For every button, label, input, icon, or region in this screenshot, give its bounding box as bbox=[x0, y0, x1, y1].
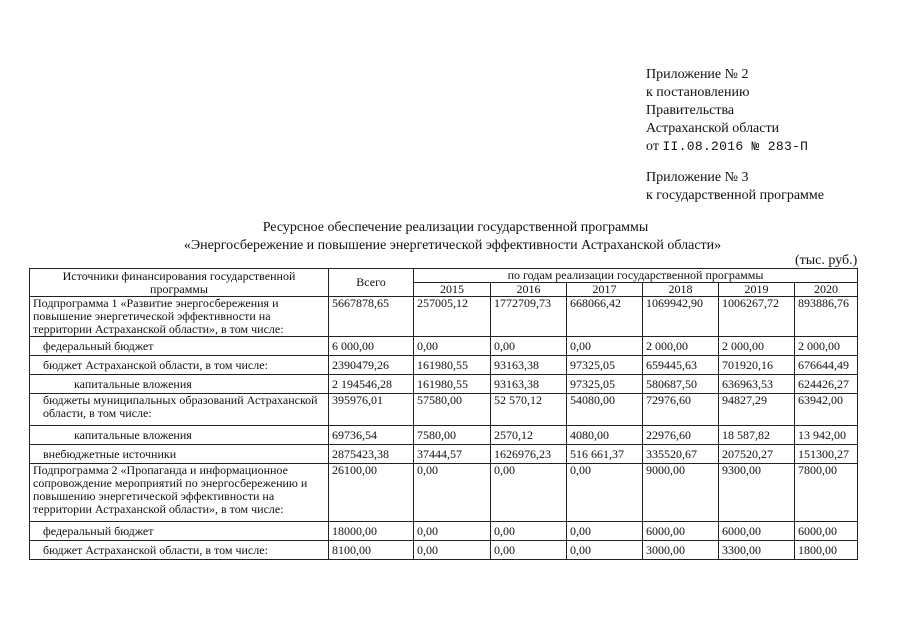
cell-year-2016: 0,00 bbox=[491, 464, 567, 522]
cell-year-2016: 1772709,73 bbox=[491, 297, 567, 337]
cell-year-2018: 9000,00 bbox=[643, 464, 719, 522]
cell-year-2017: 0,00 bbox=[567, 541, 643, 560]
cell-year-2020: 151300,27 bbox=[795, 445, 858, 464]
cell-year-2015: 0,00 bbox=[414, 337, 491, 356]
cell-total: 2875423,38 bbox=[329, 445, 414, 464]
cell-year-2017: 0,00 bbox=[567, 337, 643, 356]
row-label: бюджет Астраханской области, в том числе: bbox=[30, 541, 329, 560]
cell-year-2017: 668066,42 bbox=[567, 297, 643, 337]
cell-year-2016: 0,00 bbox=[491, 541, 567, 560]
table-row bbox=[30, 522, 858, 541]
cell-year-2020: 676644,49 bbox=[795, 356, 858, 375]
document-title bbox=[0, 219, 905, 255]
row-label: федеральный бюджет bbox=[30, 337, 329, 356]
cell-total: 6 000,00 bbox=[329, 337, 414, 356]
cell-year-2020: 2 000,00 bbox=[795, 337, 858, 356]
table-row bbox=[30, 464, 858, 522]
cell-total: 8100,00 bbox=[329, 541, 414, 560]
cell-year-2015: 57580,00 bbox=[414, 394, 491, 426]
table-body bbox=[30, 297, 858, 560]
cell-year-2019: 2 000,00 bbox=[719, 337, 795, 356]
table-row bbox=[30, 445, 858, 464]
cell-year-2016: 93163,38 bbox=[491, 375, 567, 394]
appendix-2-date-line bbox=[646, 138, 824, 156]
cell-year-2020: 624426,27 bbox=[795, 375, 858, 394]
title-line-2: «Энергосбережение и повышение энергетической эффективности Астраханской области» bbox=[183, 238, 722, 253]
header-total: Всего bbox=[329, 269, 414, 297]
cell-year-2018: 22976,60 bbox=[643, 426, 719, 445]
appendix-header bbox=[646, 66, 824, 205]
appendix-2-line4: Астраханской области bbox=[646, 121, 780, 136]
cell-year-2018: 3000,00 bbox=[643, 541, 719, 560]
appendix-2-line2: к постановлению bbox=[646, 85, 750, 100]
cell-year-2015: 0,00 bbox=[414, 464, 491, 522]
cell-year-2016: 1626976,23 bbox=[491, 445, 567, 464]
cell-year-2015: 37444,57 bbox=[414, 445, 491, 464]
row-label: бюджет Астраханской области, в том числе: bbox=[30, 356, 329, 375]
cell-year-2019: 18 587,82 bbox=[719, 426, 795, 445]
cell-year-2015: 7580,00 bbox=[414, 426, 491, 445]
appendix-2-line3: Правительства bbox=[646, 103, 735, 118]
cell-year-2018: 6000,00 bbox=[643, 522, 719, 541]
appendix-2-from: от bbox=[646, 139, 659, 154]
appendix-2-title: Приложение № 2 bbox=[646, 67, 749, 82]
cell-year-2017: 4080,00 bbox=[567, 426, 643, 445]
funding-table bbox=[29, 268, 858, 560]
header-year-2018: 2018 bbox=[643, 283, 719, 297]
header-source: Источники финансирования государственной программы bbox=[30, 269, 329, 297]
cell-total: 2390479,26 bbox=[329, 356, 414, 375]
cell-year-2017: 97325,05 bbox=[567, 375, 643, 394]
cell-year-2019: 6000,00 bbox=[719, 522, 795, 541]
header-year-2020: 2020 bbox=[795, 283, 858, 297]
cell-year-2015: 0,00 bbox=[414, 522, 491, 541]
cell-year-2016: 2570,12 bbox=[491, 426, 567, 445]
cell-year-2015: 257005,12 bbox=[414, 297, 491, 337]
row-label: бюджеты муниципальных образований Астраханской области, в том числе: bbox=[30, 394, 329, 426]
header-year-2015: 2015 bbox=[414, 283, 491, 297]
table-row bbox=[30, 337, 858, 356]
cell-year-2020: 6000,00 bbox=[795, 522, 858, 541]
cell-total: 69736,54 bbox=[329, 426, 414, 445]
row-label: капитальные вложения bbox=[30, 426, 329, 445]
header-year-2019: 2019 bbox=[719, 283, 795, 297]
cell-year-2018: 659445,63 bbox=[643, 356, 719, 375]
cell-total: 395976,01 bbox=[329, 394, 414, 426]
row-label: капитальные вложения bbox=[30, 375, 329, 394]
appendix-3-title: Приложение № 3 bbox=[646, 170, 749, 185]
title-line-1: Ресурсное обеспечение реализации государственной программы bbox=[262, 220, 649, 235]
cell-year-2019: 9300,00 bbox=[719, 464, 795, 522]
cell-year-2015: 0,00 bbox=[414, 541, 491, 560]
cell-total: 2 194546,28 bbox=[329, 375, 414, 394]
table-row bbox=[30, 297, 858, 337]
cell-year-2016: 93163,38 bbox=[491, 356, 567, 375]
header-year-2016: 2016 bbox=[491, 283, 567, 297]
cell-year-2018: 335520,67 bbox=[643, 445, 719, 464]
cell-year-2015: 161980,55 bbox=[414, 375, 491, 394]
table-row bbox=[30, 426, 858, 445]
row-label: Подпрограмма 2 «Пропаганда и информационное сопровождение мероприятий по энергосбережению и повышению энергетической эффективности на территории Астраханской области», в том числе: bbox=[30, 464, 329, 522]
table-row bbox=[30, 541, 858, 560]
cell-total: 18000,00 bbox=[329, 522, 414, 541]
cell-year-2018: 2 000,00 bbox=[643, 337, 719, 356]
cell-year-2018: 72976,60 bbox=[643, 394, 719, 426]
header-year-2017: 2017 bbox=[567, 283, 643, 297]
appendix-2-date-number: II.08.2016 № 283-П bbox=[662, 139, 809, 154]
cell-year-2019: 1006267,72 bbox=[719, 297, 795, 337]
cell-year-2016: 0,00 bbox=[491, 337, 567, 356]
cell-year-2017: 54080,00 bbox=[567, 394, 643, 426]
cell-year-2020: 1800,00 bbox=[795, 541, 858, 560]
cell-year-2020: 7800,00 bbox=[795, 464, 858, 522]
cell-year-2018: 1069942,90 bbox=[643, 297, 719, 337]
cell-year-2019: 207520,27 bbox=[719, 445, 795, 464]
cell-year-2016: 52 570,12 bbox=[491, 394, 567, 426]
table-row bbox=[30, 394, 858, 426]
cell-total: 5667878,65 bbox=[329, 297, 414, 337]
row-label: федеральный бюджет bbox=[30, 522, 329, 541]
cell-year-2017: 516 661,37 bbox=[567, 445, 643, 464]
table-header bbox=[30, 269, 858, 297]
table-row bbox=[30, 356, 858, 375]
cell-year-2019: 701920,16 bbox=[719, 356, 795, 375]
cell-year-2020: 893886,76 bbox=[795, 297, 858, 337]
cell-year-2017: 0,00 bbox=[567, 464, 643, 522]
row-label: Подпрограмма 1 «Развитие энергосбережения и повышение энергетической эффективности на территории Астраханской области», в том числе: bbox=[30, 297, 329, 337]
cell-year-2015: 161980,55 bbox=[414, 356, 491, 375]
table-row bbox=[30, 375, 858, 394]
cell-year-2020: 13 942,00 bbox=[795, 426, 858, 445]
cell-year-2017: 0,00 bbox=[567, 522, 643, 541]
cell-year-2016: 0,00 bbox=[491, 522, 567, 541]
cell-year-2020: 63942,00 bbox=[795, 394, 858, 426]
cell-year-2017: 97325,05 bbox=[567, 356, 643, 375]
cell-year-2019: 94827,29 bbox=[719, 394, 795, 426]
appendix-3-line2: к государственной программе bbox=[646, 188, 824, 203]
unit-label: (тыс. руб.) bbox=[795, 253, 858, 268]
cell-total: 26100,00 bbox=[329, 464, 414, 522]
cell-year-2019: 3300,00 bbox=[719, 541, 795, 560]
cell-year-2018: 580687,50 bbox=[643, 375, 719, 394]
header-years-group: по годам реализации государственной программы bbox=[414, 269, 858, 283]
cell-year-2019: 636963,53 bbox=[719, 375, 795, 394]
row-label: внебюджетные источники bbox=[30, 445, 329, 464]
